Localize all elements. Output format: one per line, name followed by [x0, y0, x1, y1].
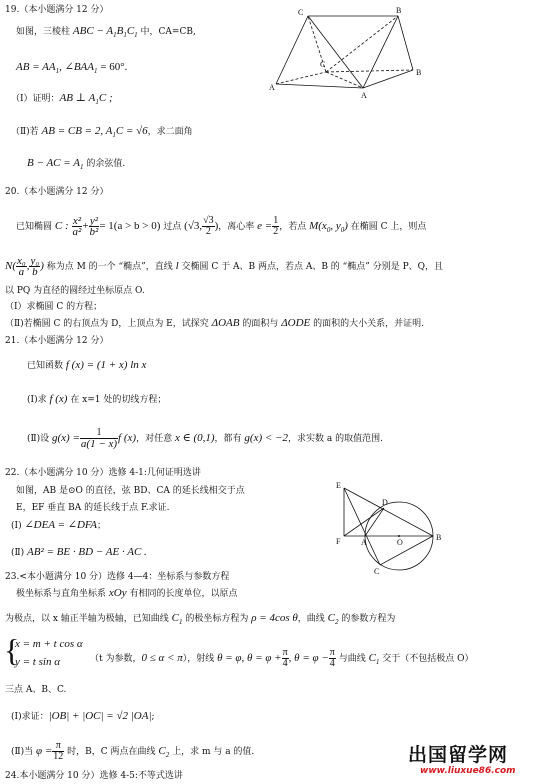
q21-line2: (Ⅰ)求 f (x) 在 x=1 处的切线方程；	[27, 393, 167, 405]
edge-a1-a	[276, 84, 363, 88]
q23-line4: 三点 A、B、C.	[5, 685, 67, 695]
q19-line5: B − AC = $A_1$ 的余弦值.	[27, 157, 126, 171]
system-eq2: y = t sin α	[15, 656, 60, 668]
label-b: B	[416, 68, 422, 77]
q23-line2: 为极点，以 x 轴正半轴为极轴，已知曲线 $C_1$ 的极坐标方程为 ρ = 4cos θ，曲线 $C_2$ 的参数方程为	[5, 612, 396, 626]
label-o: O	[397, 538, 403, 547]
edge-b1-b	[398, 16, 413, 70]
system-brace: {	[4, 632, 20, 668]
q22-line1: 如图，AB 是⊙O 的直径，弦 BD、CA 的延长线相交于点	[16, 486, 245, 496]
q20-line3: 以 PQ 为直径的圆经过坐标原点 O.	[5, 286, 145, 296]
watermark-cn: 出国留学网	[408, 744, 509, 766]
label-d: D	[382, 498, 388, 507]
q20-line4: （Ⅰ）求椭圆 C 的方程；	[5, 302, 103, 312]
edge-c-b1	[326, 16, 398, 72]
label-b1: B	[396, 6, 402, 15]
q24-header: 24.本小题满分 10 分）选修 4-5:不等式选讲	[5, 771, 183, 781]
label-c1: C	[298, 8, 304, 17]
label-e: E	[336, 481, 341, 490]
line-f-d	[344, 508, 384, 536]
edge-a1-c	[276, 72, 326, 84]
q21-header: 21.（本小题满分 12 分）	[5, 336, 109, 346]
label-f: F	[336, 537, 341, 546]
prism-figure	[268, 4, 428, 104]
line-c-b	[380, 536, 433, 565]
edge-c1-a	[308, 16, 363, 88]
edge-c-a	[326, 72, 363, 88]
q21-line3: (Ⅱ)设 g(x) = $\frac{1}{a(1 - x)}$ f (x)，对任意 x ∈ (0,1)，都有 g(x) < −2，求实数 a 的取值范围.	[27, 427, 383, 450]
label-a: A	[361, 91, 367, 100]
q22-line3: (Ⅰ) ∠DEA = ∠DFA；	[11, 519, 106, 531]
edge-c1-a1	[276, 16, 308, 84]
q19-line3: （Ⅰ）证明：AB ⊥ $A_1C$ ;	[11, 92, 113, 106]
circle-figure	[332, 478, 450, 576]
label-c: C	[374, 567, 380, 576]
q21-line1: 已知函数 f (x) = (1 + x) ln x	[27, 359, 147, 371]
system-eq1: x = m + t cos α	[15, 638, 83, 650]
q23-line6: (Ⅱ)当 φ = $\frac{\pi}{12}$ 时，B，C 两点在曲线 $C_2$ 上，求 m 与 a 的值.	[11, 740, 255, 762]
line-e-c	[344, 488, 380, 565]
q20-line1: 已知椭圆 C : $\frac{\text{x²}}{\text{a²}}$ + $\frac{\text{y²}}{\text{b²}}$ = 1(a > b > 0) 过点 (√3, $\frac{√3}{2}$ )，离心率 e = $\frac{1}{2}$ ，若点 $M(x_0$, $y_0$) 在椭圆 C 上，则点	[16, 215, 427, 238]
q19-line2: AB = $AA_1$, $\angle BAA_1 = 60^\circ$.	[16, 61, 128, 75]
q23-header: 23.<本小题满分 10 分）选修 4—4：坐标系与参数方程	[5, 572, 230, 582]
q19-line1: 如图，三棱柱 ABC − $A_1B_1C_1$ 中，CA=CB,	[16, 25, 196, 39]
label-a: A	[361, 538, 367, 547]
q22-line4: (Ⅱ) AB² = BE · BD − AE · AC .	[11, 546, 147, 558]
label-c: C	[320, 60, 326, 69]
q20-line2: N( $\frac{\text{x₀}}{a}$ , $\frac{\text{y₀}}{b}$ ) 称为点 M 的一个 “椭点”，直线 l 交椭圆 C 于 A、B 两点，若点 A、B 的 “椭点” 分别是 P、Q，且	[5, 255, 444, 278]
q23-line3: （t 为参数，0 ≤ α < π），射线 θ = φ, θ = φ + $\frac{\pi}{4}$ , θ = φ − $\frac{\pi}{4}$ 与曲线 $C_1$ 交于（不包括极点 O）	[90, 647, 474, 669]
q20-header: 20.（本小题满分 12 分）	[5, 187, 109, 197]
q23-line5: (Ⅰ)求证：|OB| + |OC| = √2 |OA|;	[11, 710, 155, 722]
q22-header: 22.（本小题满分 10 分）选修 4-1:几何证明选讲	[5, 468, 201, 478]
line-e-b	[344, 488, 433, 536]
q19-line4: （Ⅱ)若 AB = CB = 2, $A_1C = √6$，求二面角	[11, 125, 193, 139]
center-o	[398, 535, 400, 537]
edge-c-b	[326, 70, 413, 72]
q20-line5: （Ⅱ)若椭圆 C 的右顶点为 D，上顶点为 E，试探究 ΔOAB 的面积与 ΔODE 的面积的大小关系，并证明.	[5, 317, 424, 329]
q22-line2: E，EF 垂直 BA 的延长线于点 F.求证.	[16, 503, 170, 513]
q19-header: 19.（本小题满分 12 分）	[5, 5, 109, 15]
watermark-url: www.liuxue86.com	[420, 766, 516, 776]
label-b: B	[436, 533, 442, 542]
label-a1: A	[269, 83, 275, 92]
q23-line1: 极坐标系与直角坐标系 xOy 有相同的长度单位，以原点	[16, 587, 238, 599]
